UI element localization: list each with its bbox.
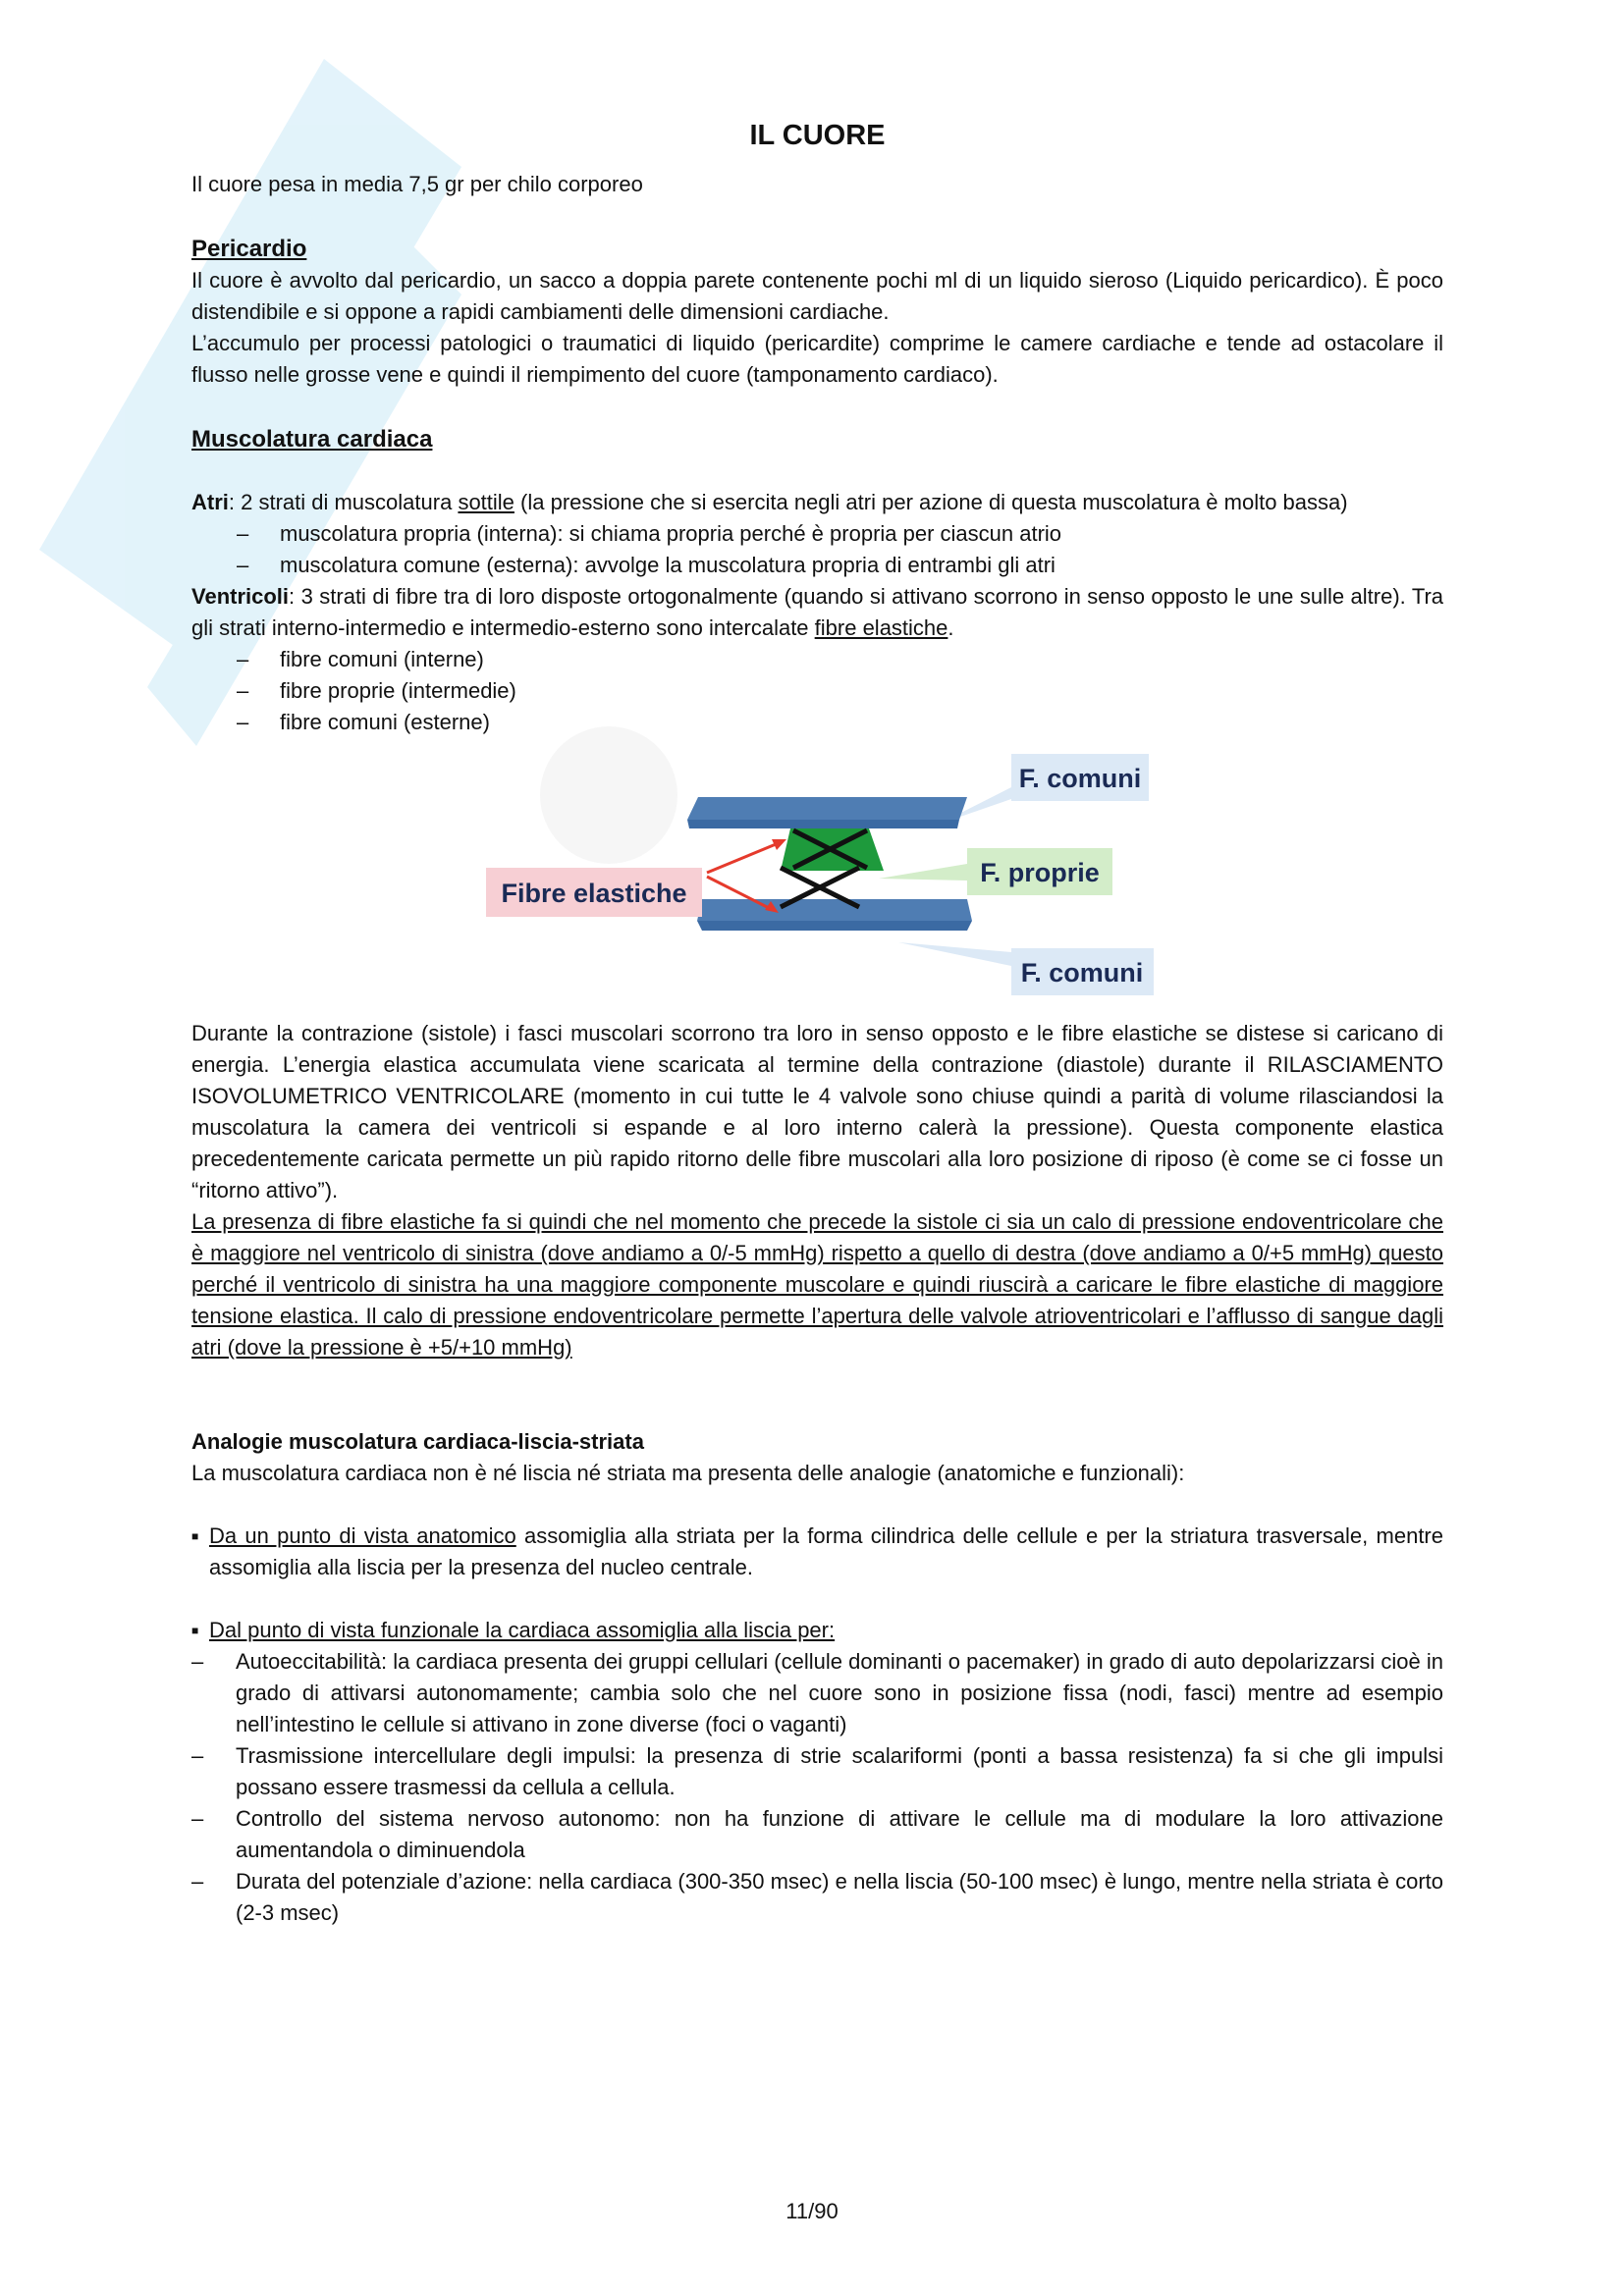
pericardio-paragraph-1: Il cuore è avvolto dal pericardio, un sacco a doppia parete contenente pochi ml di un liquido sieroso (Liquido pericardico). È poco distendibile e si oppone a rapidi cambiamenti delle dimensioni cardiache. bbox=[191, 268, 1443, 324]
funzionale-list bbox=[191, 1646, 1443, 1929]
label-f-comuni-bottom: F. comuni bbox=[1020, 958, 1144, 988]
document-page bbox=[191, 116, 1443, 1929]
arrow-up bbox=[707, 842, 781, 873]
funzionale-item: ■ Dal punto di vista funzionale la cardiaca assomiglia alla liscia per: bbox=[191, 1615, 1443, 1646]
funzionale-label: Dal punto di vista funzionale la cardiaca assomiglia alla liscia per bbox=[209, 1618, 829, 1642]
ventricoli-paragraph bbox=[191, 581, 1443, 644]
list-item: – muscolatura comune (esterna): avvolge la muscolatura propria di entrambi gli atri bbox=[237, 550, 1443, 581]
bottom-plate bbox=[697, 899, 972, 921]
callout-connector-bottom bbox=[898, 942, 1011, 966]
atri-list bbox=[191, 518, 1443, 581]
page-title: IL CUORE bbox=[749, 120, 886, 151]
anatomico-label: Da un punto di vista anatomico bbox=[209, 1523, 516, 1548]
fibre-diagram bbox=[191, 738, 1443, 1018]
pericardio-heading: Pericardio bbox=[191, 236, 307, 262]
analogie-heading: Analogie muscolatura cardiaca-liscia-striata bbox=[191, 1429, 644, 1454]
ventricoli-text-post: . bbox=[947, 615, 954, 640]
label-fibre-elastiche: Fibre elastiche bbox=[501, 879, 687, 908]
atri-text-pre: : 2 strati di muscolatura bbox=[228, 490, 459, 514]
atri-text-underlined: sottile bbox=[458, 490, 514, 514]
label-f-comuni-top: F. comuni bbox=[1018, 764, 1142, 793]
ventricoli-label: Ventricoli bbox=[191, 584, 290, 609]
ventricoli-text-underlined: fibre elastiche bbox=[814, 615, 948, 640]
list-item: – fibre comuni (esterne) bbox=[237, 707, 1443, 738]
ventricoli-text-pre: : 3 strati di fibre tra di loro disposte ortogonalmente (quando si attivano scorrono in senso opposto le une sulle altre). Tra gli strati interno-intermedio e intermedio-esterno sono intercalate bbox=[191, 584, 1443, 640]
intro-text: Il cuore pesa in media 7,5 gr per chilo corporeo bbox=[191, 172, 643, 196]
list-item: – fibre comuni (interne) bbox=[237, 644, 1443, 675]
list-item: – Autoeccitabilità: la cardiaca presenta dei gruppi cellulari (cellule dominanti o pacemaker) in grado di auto depolarizzarsi cioè in grado di attivarsi autonomamente; cambia solo che nel cuore sono in posizione fissa (nodi, fasci) mentre ad esempio nell’intestino le cellule si attivano in zone diverse (foci o vaganti) bbox=[191, 1646, 1443, 1740]
analogie-intro: La muscolatura cardiaca non è né liscia né striata ma presenta delle analogie (anatomiche e funzionali): bbox=[191, 1461, 1185, 1485]
atri-label: Atri bbox=[191, 490, 229, 514]
list-item: – Durata del potenziale d’azione: nella cardiaca (300-350 msec) e nella liscia (50-100 msec) è lungo, mentre nella striata è corto (2-3 msec) bbox=[191, 1866, 1443, 1929]
pericardio-paragraph-2: L’accumulo per processi patologici o traumatici di liquido (pericardite) comprime le camere cardiache e tende ad ostacolare il flusso nelle grosse vene e quindi il riempimento del cuore (tamponamento cardiaco). bbox=[191, 331, 1443, 387]
atri-text-post: (la pressione che si esercita negli atri per azione di questa muscolatura è molto bassa) bbox=[514, 490, 1348, 514]
square-bullet-icon: ■ bbox=[191, 1529, 199, 1543]
muscolatura-heading: Muscolatura cardiaca bbox=[191, 426, 433, 453]
atri-paragraph bbox=[191, 487, 1443, 518]
page-number: 11/90 bbox=[785, 2199, 839, 2223]
list-item: – Controllo del sistema nervoso autonomo: non ha funzione di attivare le cellule ma di modulare la loro attivazione aumentandola o diminuendola bbox=[191, 1803, 1443, 1866]
anatomico-text: assomiglia alla striata per la forma cilindrica delle cellule e per la striatura trasversale, mentre assomiglia alla liscia per la presenza del nucleo centrale. bbox=[209, 1523, 1443, 1579]
ventricoli-list bbox=[191, 644, 1443, 738]
contrazione-paragraph-1: Durante la contrazione (sistole) i fasci muscolari scorrono tra loro in senso opposto e le fibre elastiche se distese si caricano di energia. L’energia elastica accumulata viene scaricata al termine della contrazione (diastole) durante il RILASCIAMENTO ISOVOLUMETRICO VENTRICOLARE (momento in cui tutte le 4 valvole sono chiuse quindi a parità di volume rilasciandosi la muscolatura la camera dei ventricoli si espande e al loro interno calerà la pressione). Questa componente elastica precedentemente caricata permette un più rapido ritorno delle fibre muscolari alla loro posizione di riposo (è come se ci fosse un “ritorno attivo”). bbox=[191, 1021, 1443, 1202]
anatomico-item bbox=[191, 1521, 1443, 1583]
callout-connector-mid bbox=[879, 864, 967, 881]
top-plate bbox=[687, 797, 967, 820]
label-f-proprie: F. proprie bbox=[980, 858, 1100, 887]
list-item: – fibre proprie (intermedie) bbox=[237, 675, 1443, 707]
square-bullet-icon: ■ bbox=[191, 1624, 199, 1637]
contrazione-paragraph-2: La presenza di fibre elastiche fa si quindi che nel momento che precede la sistole ci sia un calo di pressione endoventricolare che è maggiore nel ventricolo di sinistra (dove andiamo a 0/-5 mmHg) rispetto a quello di destra (dove andiamo a 0/+5 mmHg) questo perché il ventricolo di sinistra ha una maggiore componente muscolare e quindi riuscirà a caricare le fibre elastiche di maggiore tensione elastica. Il calo di pressione endoventricolare permette l’apertura delle valvole atrioventricolari e l’afflusso di sangue dagli atri (dove la pressione è +5/+10 mmHg) bbox=[191, 1209, 1443, 1360]
list-item: – Trasmissione intercellulare degli impulsi: la presenza di strie scalariformi (ponti a bassa resistenza) fa si che gli impulsi possano essere trasmessi da cellula a cellula. bbox=[191, 1740, 1443, 1803]
list-item: – muscolatura propria (interna): si chiama propria perché è propria per ciascun atrio bbox=[237, 518, 1443, 550]
